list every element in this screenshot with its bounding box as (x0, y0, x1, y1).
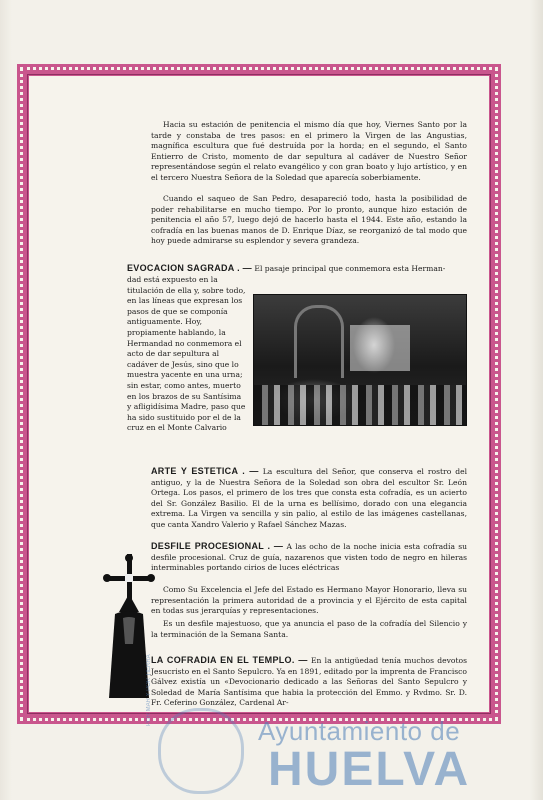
photo-nazarenos (254, 385, 466, 425)
watermark-bottom-text: HUELVA (268, 743, 471, 796)
heading-arte: ARTE Y ESTETICA . — (151, 466, 259, 476)
cofradia-body: En la antigüedad tenía muchos devotos Jesucristo en el Santo Sepulcro. Ya en 1891, editado por la imprenta de Francisco Gálvez existía un «Devocionario dedicado a las Señoras del Santo Sepulcro y Soledad de María Santísima que habia la protección del Emmo. y Rvdmo. Sr. D. Fr. Ceferino González, Cardenal Ar- (151, 656, 467, 708)
photo-arch (294, 305, 344, 378)
photo-paso (350, 325, 410, 371)
desfile-body-2: Como Su Excelencia el Jefe del Estado es Hermano Mayor Honorario, lleva su representación la primera autoridad de a provincia y el Ejército de esta capital en todas sus jerarquías y representaciones. (151, 585, 467, 616)
heading-evocacion: EVOCACION SAGRADA . — (127, 263, 252, 273)
ornamental-border (17, 64, 501, 724)
heading-cofradia: LA COFRADIA EN EL TEMPLO. — (151, 655, 308, 665)
evocacion-body: dad está expuesto en la titulación de ella y, sobre todo, en las líneas que expresan los pasos de que se componía antiguamente. Hoy, propiamente hablando, la Hermandad no conmemora el acto de dar sepultura al cadáver de Jesús, sino que lo muestra yacente en una urna; sin estar, como antes, muerto en los brazos de su Santísima y afligidísima Madre, paso que ha sido sustituido por el de la cruz en el Monte Calvario (127, 275, 246, 433)
heading-desfile: DESFILE PROCESIONAL . — (151, 541, 284, 551)
watermark-motto: POR MAR Y POR TIERRA (146, 654, 152, 726)
shield-icon (158, 708, 244, 794)
procession-photo (253, 294, 467, 426)
desfile-body: A las ocho de la noche inicia esta cofradía su desfile procesional. Cruz de guía, nazarenos que visten todo de negro en hileras interminables portando cirios de luces eléctricas (151, 542, 467, 573)
paragraph-intro: Hacia su estación de penitencia el mismo día que hoy, Viernes Santo por la tarde y constaba de tres pasos: en el primero la Virgen de las Angustias, magnífica escultura que fué destruída por la horda; en el segundo, el Santo Entierro de Cristo, momento de dar sepultura al cadáver de Nuestro Señor representándose según el relato evangélico y con gran boato y lujo artístico, y en el tercero Nuestra Señora de la Soledad que aparecía soberbiamente. (151, 120, 467, 182)
watermark-top-text: Ayuntamiento de (258, 716, 461, 746)
paragraph-saqueo: Cuando el saqueo de San Pedro, desapareció todo, hasta la posibilidad de poder rehabilitarse en mucho tiempo. Por lo pronto, aunque hizo estación de penitencia el año 57, luego dejó de hacerlo hasta el 1944. Este año, estando la cofradía en las buenas manos de D. Enrique Díaz, se reorganizó de tal modo que hoy puede admirarse su esplendor y severa grandeza. (151, 194, 467, 246)
desfile-body-3: Es un desfile majestuoso, que ya anuncia el paso de la cofradía del Silencio y la terminación de la Semana Santa. (151, 619, 467, 639)
arte-body: La escultura del Señor, que conserva el rostro del antiguo, y la de Nuestra Señora de la Soledad son obra del escultor Sr. León Ortega. Los pasos, el primero de los tres que consta esta cofradía, es un acierto del Sr. González Basilio. El de la urna es bellísimo, dorado con una elegancia extrema. La Virgen va sencilla y sin palio, al estilo de las imágenes castellanas, que canta Xandro Valerio y Rafael Sánchez Mazas. (151, 467, 468, 529)
evocacion-first-line: El pasaje principal que conmemora esta Herman- (254, 264, 446, 273)
article-body (29, 76, 489, 712)
